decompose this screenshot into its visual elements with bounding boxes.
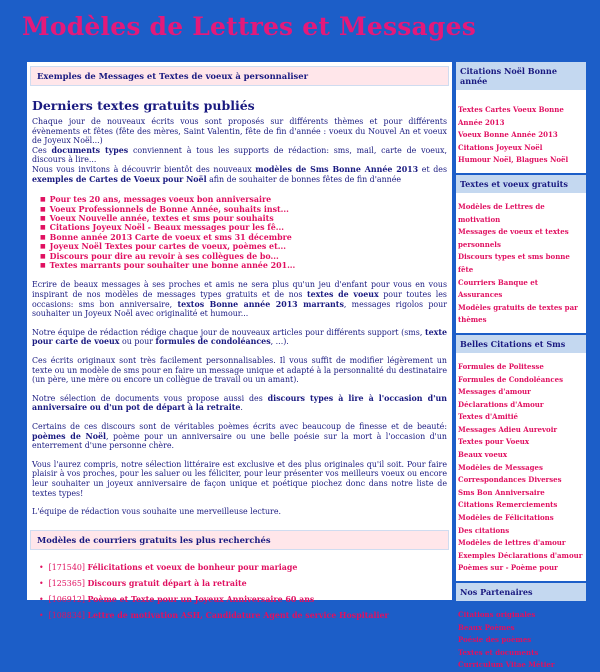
latest-article-link[interactable]: ■ Voeux Nouvelle année, textes et sms pour souhaits [40, 214, 452, 223]
sms-bonne-annee-link[interactable]: modèles de Sms Bonne Année 2013 [255, 164, 419, 174]
cartes-voeux-noel-link[interactable]: exemples de Cartes de Voeux pour Noël [32, 174, 207, 184]
latest-article-link[interactable]: ■ Bonne année 2013 Carte de voeux et sms 31 décembre [40, 233, 452, 242]
paragraph-inspiration [32, 280, 447, 318]
sidebar-links [456, 104, 586, 167]
sidebar-link[interactable]: Messages de voeux et textes personnels [458, 227, 569, 249]
item-title[interactable]: Poème et Texte pour un Joyeux Anniversaire 60 ans [87, 594, 315, 604]
sidebar-link[interactable]: Formules de Condoléances [458, 374, 564, 384]
item-title[interactable]: Lettre de motivation ASH, Candidature Agent de service Hospitalier [87, 610, 389, 620]
body-text: , poème pour un anniversaire ou une belle poésie sur la mort à l'occasion d'un enterrement d'une personne chère. [32, 431, 448, 451]
body-text: , messages rigolos pour souhaiter un Joyeux Noël avec originalité et humour... [32, 299, 447, 319]
sidebar-link[interactable]: Correspondances Diverses [458, 475, 562, 485]
most-searched-list [39, 560, 452, 624]
sidebar-link[interactable]: Voeux Bonne Année 2013 [458, 130, 558, 140]
paragraph-discours [32, 394, 447, 413]
sidebar-section-title: Belles Citations et Sms [456, 335, 586, 353]
documents-types-link[interactable]: documents types [51, 145, 129, 155]
body-text: Ecrire de beaux messages à ses proches et amis ne sera plus qu'un jeu d'enfant pour vous en vous inspirant de nos modèles de messages types gratuits et de nos [32, 280, 447, 299]
list-item[interactable] [39, 560, 452, 576]
paragraph-selection: Vous l'aurez compris, notre sélection littéraire est exclusive et des plus originales qu'il soit. Pour faire plaisir à vos proches, pour les saluer ou les féliciter, pour leur présenter vos meilleurs voeux ou encore leur souhaiter un joyeux anniversaire de façon unique et poétique piochez donc dans notre liste de textes types! [32, 459, 447, 498]
sidebar-section [456, 62, 586, 167]
intro-text: Ces [32, 145, 52, 155]
item-count: [171540] [48, 562, 85, 572]
sidebar-link[interactable]: Courriers Banque et Assurances [458, 277, 538, 300]
sidebar-link[interactable]: Modèles de lettres d'amour [458, 538, 566, 548]
sidebar-link[interactable]: Formules de Politesse [458, 361, 544, 371]
list-item[interactable] [39, 592, 452, 608]
latest-articles-list [40, 195, 452, 270]
sidebar-link[interactable]: Poésie des poèmes [458, 635, 532, 645]
textes-voeux-link[interactable]: textes de voeux [306, 290, 379, 299]
poemes-noel-link[interactable]: poèmes de Noël [32, 431, 107, 441]
sidebar-links [456, 201, 586, 327]
paragraph-personnalisation: Ces écrits originaux sont très facilement personnalisables. Il vous suffit de modifier légèrement un texte ou un modèle de sms pour en faire un message unique et adapté à la personnalité du destinataire (un père, une mère ou encore un collègue de travail ou un amant). [32, 355, 447, 385]
sidebar-link[interactable]: Messages d'amour [458, 387, 531, 397]
intro-text: afin de souhaiter de bonnes fêtes de fin d'année [206, 174, 402, 184]
item-title[interactable]: Discours gratuit départ à la retraite [87, 578, 247, 588]
top-section-bar: Exemples de Messages et Textes de voeux à personnaliser [30, 66, 449, 86]
sidebar [456, 62, 586, 670]
sidebar-link[interactable]: Déclarations d'Amour [458, 399, 544, 409]
latest-article-link[interactable]: ■ Voeux Professionnels de Bonne Année, souhaits inst... [40, 205, 452, 214]
sidebar-link[interactable]: Discours types et sms bonne fête [458, 252, 570, 274]
body-text: Certains de ces discours sont de véritables poèmes écrits avec beaucoup de finesse et de beauté: [32, 421, 447, 431]
intro-paragraph [32, 117, 447, 184]
intro-text: Nous vous invitons à découvrir bientôt des nouveaux [32, 164, 256, 174]
body-text: ou pour [119, 337, 156, 347]
sidebar-link[interactable]: Modèles de Félicitations [458, 513, 554, 523]
body-text: Notre équipe de rédaction rédige chaque jour de nouveaux articles pour différents support (sms, [32, 327, 425, 337]
item-count: [125365] [48, 578, 85, 588]
body-text: . [240, 403, 243, 413]
recent-section-bar: Modèles de courriers gratuits les plus recherchés [30, 530, 449, 550]
item-count: [106912] [48, 594, 85, 604]
sidebar-section-title: Textes et voeux gratuits [456, 175, 586, 193]
body-text: Notre sélection de documents vous propose aussi des [32, 393, 268, 403]
intro-text: et des [418, 164, 447, 174]
paragraph-closing: L'équipe de rédaction vous souhaite une merveilleuse lecture. [32, 507, 281, 517]
sidebar-link[interactable]: Beaux voeux [458, 450, 508, 460]
sidebar-link[interactable]: Modèles de Messages [458, 462, 543, 472]
formules-condoleances-link[interactable]: formules de condoléances [155, 337, 271, 347]
sidebar-link[interactable]: Textes Cartes Voeux Bonne Année 2013 [458, 105, 564, 127]
sidebar-link[interactable]: Textes et documents [458, 647, 539, 657]
sidebar-link[interactable]: Humour Noël, Blagues Noël [458, 155, 569, 165]
sidebar-link[interactable]: Beaux Poèmes [458, 622, 515, 632]
sidebar-links [456, 361, 586, 575]
latest-article-link[interactable]: ■ Discours pour dire au revoir à ses collègues de bo... [40, 252, 452, 261]
sidebar-section [456, 581, 586, 672]
latest-article-link[interactable]: ■ Joyeux Noël Textes pour cartes de voeux, poèmes et... [40, 242, 452, 251]
texte-carte-voeux-link[interactable]: texte pour carte de voeux [32, 327, 447, 347]
latest-article-link[interactable]: ■ Textes marrants pour souhaiter une bonne année 201... [40, 261, 452, 270]
latest-article-link[interactable]: ■ Pour tes 20 ans, messages voeux bon anniversaire [40, 195, 452, 204]
sidebar-link[interactable]: Textes pour Voeux [458, 437, 530, 447]
sidebar-section-title: Nos Partenaires [456, 583, 586, 601]
item-count: [108834] [48, 610, 85, 620]
sidebar-link[interactable]: Poèmes sur - Poème pour [458, 563, 558, 573]
sidebar-section [456, 173, 586, 327]
sidebar-link[interactable]: Citations Remerciements [458, 500, 558, 510]
sidebar-link[interactable]: Modèles de Lettres de motivation [458, 201, 545, 224]
page-frame [14, 0, 586, 670]
sidebar-link[interactable]: Exemples Déclarations d'amour [458, 550, 583, 560]
list-item[interactable] [39, 576, 452, 592]
paragraph-redaction [32, 328, 447, 347]
site-header [14, 0, 586, 60]
main-content [27, 62, 452, 620]
intro-text: conviennent à tous les supports de rédaction: sms, mail, carte de voeux, discours à lire... [32, 145, 447, 165]
latest-article-link[interactable]: ■ Citations Joyeux Noël - Beaux messages pour les fê... [40, 223, 452, 232]
sidebar-link[interactable]: Curriculum Vitae Métier [458, 660, 555, 670]
item-title[interactable]: Félicitations et voeux de bonheur pour mariage [87, 562, 298, 572]
sidebar-link[interactable]: Messages Adieu Aurevoir [458, 424, 558, 434]
sidebar-link[interactable]: Citations originales [458, 610, 536, 619]
body-text: , ...). [270, 337, 289, 347]
sidebar-link[interactable]: Citations Joyeux Noël [458, 142, 543, 152]
sidebar-link[interactable]: Sms Bon Anniversaire [458, 487, 545, 497]
sidebar-section-title: Citations Noël Bonne année [456, 62, 586, 90]
sidebar-link[interactable]: Textes d'Amitié [458, 412, 518, 422]
body-text: pour toutes les occasions: sms bon anniversaire, [32, 290, 447, 309]
intro-text: Chaque jour de nouveaux écrits vous sont proposés sur différents thèmes et pour différents évènements et fêtes (fête des mères, Saint Valentin, fête de fin d'année : voeux du Nouvel An et voeux de Joyeux Noël...) [32, 117, 447, 146]
site-title[interactable]: Modèles de Lettres et Messages [22, 12, 476, 41]
discours-types-link[interactable]: discours types à lire à l'occasion d'un anniversaire ou d'un pot de départ à la retraite [32, 393, 447, 413]
sidebar-links [456, 609, 586, 672]
paragraph-poemes [32, 422, 447, 451]
page-heading: Derniers textes gratuits publiés [32, 98, 255, 113]
sidebar-link[interactable]: Modèles gratuits de textes par thèmes [458, 302, 578, 325]
textos-bonne-annee-link[interactable]: textos Bonne année 2013 marrants [177, 299, 344, 309]
sidebar-section [456, 333, 586, 575]
sidebar-link[interactable]: Des citations [458, 525, 510, 535]
list-item[interactable] [39, 608, 452, 624]
